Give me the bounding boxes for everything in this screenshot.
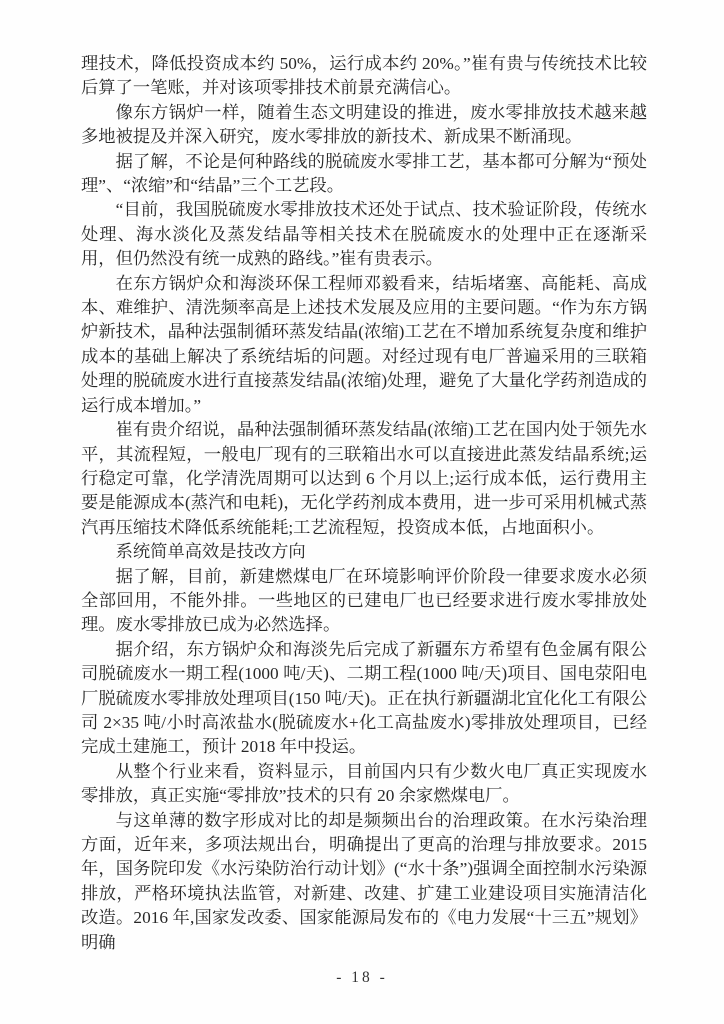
paragraph: 据介绍，东方锅炉众和海淡先后完成了新疆东方希望有色金属有限公司脱硫废水一期工程(1000 吨/天)、二期工程(1000 吨/天)项目、国电荥阳电厂脱硫废水零排放处理项目(150 吨/天)。正在执行新疆湖北宜化化工有限公司 2×35 吨/小时高浓盐水(脱硫废水+化工高盐废水)零排放处理项目，已经完成土建施工，预计 2018 年中投运。 [81, 639, 647, 757]
paragraph: 在东方锅炉众和海淡环保工程师邓毅看来，结垢堵塞、高能耗、高成本、难维护、清洗频率高是上述技术发展及应用的主要问题。“作为东方锅炉新技术，晶种法强制循环蒸发结晶(浓缩)工艺在不增加系统复杂度和维护成本的基础上解决了系统结垢的问题。对经过现有电厂普遍采用的三联箱处理的脱硫废水进行直接蒸发结晶(浓缩)处理，避免了大量化学药剂造成的运行成本增加。” [81, 273, 647, 415]
document-body [81, 52, 647, 955]
page-number: - 18 - [336, 969, 388, 986]
subheading-paragraph: 系统简单高效是技改方向 [115, 542, 306, 562]
paragraph: 理技术，降低投资成本约 50%，运行成本约 20%。”崔有贵与传统技术比较后算了一笔账，并对该项零排技术前景充满信心。 [81, 54, 647, 98]
paragraph: 据了解，不论是何种路线的脱硫废水零排工艺，基本都可分解为“预处理”、“浓缩”和“结晶”三个工艺段。 [81, 151, 647, 196]
paragraph: 与这单薄的数字形成对比的却是频频出台的治理政策。在水污染治理方面，近年来，多项法规出台，明确提出了更高的治理与排放要求。2015 年，国务院印发《水污染防治行动计划》(“水十条”)强调全面控制水污染源排放，严格环境执法监管，对新建、改建、扩建工业建设项目实施清洁化改造。2016 年,国家发改委、国家能源局发布的《电力发展“十三五”规划》明确 [81, 810, 647, 952]
paragraph: 崔有贵介绍说，晶种法强制循环蒸发结晶(浓缩)工艺在国内处于领先水平，其流程短，一般电厂现有的三联箱出水可以直接进此蒸发结晶系统;运行稳定可靠，化学清洗周期可以达到 6 个月以上;运行成本低，运行费用主要是能源成本(蒸汽和电耗)，无化学药剂成本费用，进一步可采用机械式蒸汽再压缩技术降低系统能耗;工艺流程短，投资成本低，占地面积小。 [81, 420, 647, 537]
paragraph: 从整个行业来看，资料显示，目前国内只有少数火电厂真正实现废水零排放，真正实施“零排放”技术的只有 20 余家燃煤电厂。 [81, 761, 647, 806]
paragraph: 像东方锅炉一样，随着生态文明建设的推进，废水零排放技术越来越多地被提及并深入研究，废水零排放的新技术、新成果不断涌现。 [81, 102, 647, 147]
paragraph: “目前，我国脱硫废水零排放技术还处于试点、技术验证阶段，传统水处理、海水淡化及蒸发结晶等相关技术在脱硫废水的处理中正在逐渐采用，但仍然没有统一成熟的路线。”崔有贵表示。 [81, 200, 647, 269]
paragraph: 据了解，目前，新建燃煤电厂在环境影响评价阶段一律要求废水必须全部回用，不能外排。一些地区的已建电厂也已经要求进行废水零排放处理。废水零排放已成为必然选择。 [81, 566, 647, 635]
